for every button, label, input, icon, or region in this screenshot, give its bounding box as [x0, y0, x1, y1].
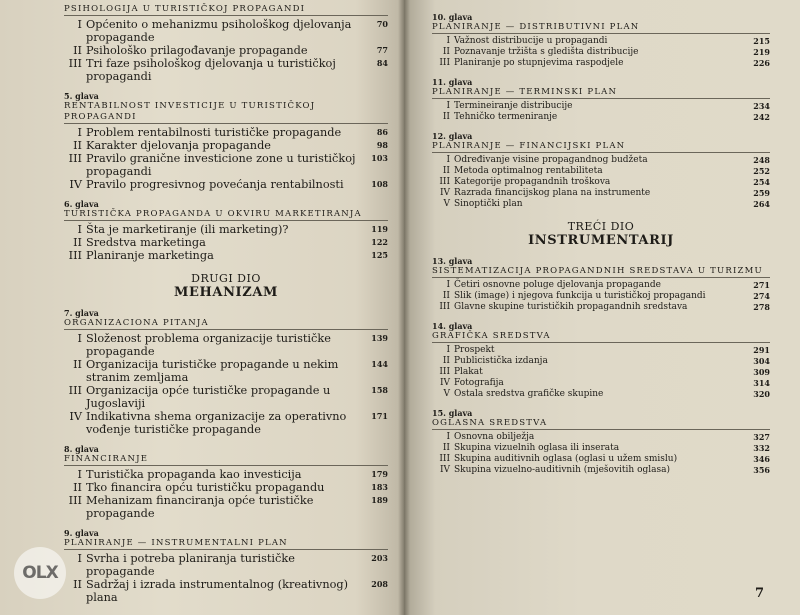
- entry-numeral: I: [446, 155, 450, 165]
- entry-numeral: II: [442, 291, 450, 301]
- toc-chapter: [432, 256, 770, 313]
- entry-title: Problem rentabilnosti turističke propagande: [86, 126, 342, 139]
- entry-page-number: 77: [376, 45, 388, 55]
- toc-entry: [64, 332, 388, 358]
- chapter-title: PLANIRANJE — FINANCIJSKI PLAN: [432, 141, 770, 153]
- entry-page-number: 291: [753, 345, 770, 355]
- entry-page-number: 304: [753, 356, 770, 366]
- entry-title: Složenost problema organizacije turističke propagande: [86, 332, 331, 358]
- toc-entry: [432, 47, 770, 58]
- chapter-title: TURISTIČKA PROPAGANDA U OKVIRU MARKETIRANJA: [64, 209, 388, 221]
- entry-title: Poznavanje tržišta s gledišta distribucije: [454, 47, 639, 57]
- entry-page-number: 179: [371, 469, 388, 479]
- toc-chapter: [432, 321, 770, 400]
- entry-title: Karakter djelovanja propagande: [86, 139, 271, 152]
- right-part-two-chapters: [432, 12, 770, 210]
- entry-numeral: I: [77, 126, 82, 139]
- entry-title: Psihološko prilagođavanje propagande: [86, 44, 308, 57]
- toc-entry: [64, 481, 388, 494]
- entry-title: Šta je marketiranje (ili marketing)?: [86, 223, 289, 236]
- entry-title: Plakat: [454, 367, 483, 377]
- entry-page-number: 219: [753, 47, 770, 57]
- entry-page-number: 171: [371, 411, 388, 421]
- entry-numeral: II: [73, 481, 82, 494]
- entry-page-number: 346: [753, 454, 770, 464]
- entry-page-number: 183: [371, 482, 388, 492]
- entry-numeral: III: [439, 302, 450, 312]
- entry-title: Općenito o mehanizmu psihološkog djelovanja propagande: [86, 18, 352, 44]
- toc-entry: [432, 465, 770, 476]
- toc-chapter: [432, 408, 770, 476]
- entry-title: Publicistička izdanja: [454, 356, 548, 366]
- toc-chapter: [64, 91, 388, 191]
- entry-page-number: 98: [376, 140, 388, 150]
- entry-page-number: 309: [753, 367, 770, 377]
- entry-title: Razrada financijskog plana na instrumente: [454, 188, 651, 198]
- toc-entry: [432, 112, 770, 123]
- chapter-number: 9. glava: [64, 528, 99, 538]
- toc-entry: [432, 280, 770, 291]
- chapter-title: SISTEMATIZACIJA PROPAGANDNIH SREDSTAVA U TURIZMU: [432, 266, 770, 278]
- toc-entry: [64, 249, 388, 262]
- toc-entry: [432, 188, 770, 199]
- chapter-title: PSIHOLOGIJA U TURISTIČKOJ PROPAGANDI: [64, 4, 388, 16]
- part-three-label: TREĆI DIO: [567, 220, 635, 233]
- entry-numeral: II: [442, 166, 450, 176]
- entry-numeral: I: [77, 468, 82, 481]
- entry-title: Skupina auditivnih oglasa (oglasi u užem smislu): [454, 454, 678, 464]
- left-part-one-chapters: [64, 91, 388, 262]
- entry-title: Tehničko termeniranje: [454, 112, 558, 122]
- toc-entry: [432, 356, 770, 367]
- entry-numeral: II: [73, 139, 82, 152]
- entry-page-number: 208: [371, 579, 388, 589]
- toc-entry: [432, 166, 770, 177]
- entry-numeral: I: [446, 101, 450, 111]
- entry-numeral: IV: [69, 410, 82, 423]
- entry-numeral: I: [77, 552, 82, 565]
- entry-title: Pravilo granične investicione zone u turističkoj propagandi: [86, 152, 356, 178]
- toc-chapter: [64, 4, 388, 83]
- chapter-number: 5. glava: [64, 91, 99, 101]
- entry-numeral: II: [73, 578, 82, 591]
- entry-title: Tri faze psihološkog djelovanja u turističkoj propagandi: [86, 57, 336, 83]
- entry-title: Glavne skupine turističkih propagandnih sredstava: [454, 302, 688, 312]
- entry-title: Turistička propaganda kao investicija: [86, 468, 302, 481]
- entry-numeral: IV: [439, 465, 450, 475]
- entry-title: Metoda optimalnog rentabiliteta: [454, 166, 603, 176]
- entry-title: Sinoptički plan: [454, 199, 523, 209]
- entry-numeral: V: [443, 389, 450, 399]
- chapter-number: 7. glava: [64, 308, 99, 318]
- toc-entry: [64, 139, 388, 152]
- entry-title: Tko financira opću turističku propagandu: [86, 481, 325, 494]
- entry-numeral: I: [446, 36, 450, 46]
- toc-chapter: [64, 308, 388, 436]
- toc-entry: [432, 345, 770, 356]
- chapter-title: GRAFIČKA SREDSTVA: [432, 331, 770, 343]
- toc-entry: [64, 578, 388, 604]
- entry-page-number: 314: [753, 378, 770, 388]
- toc-entry: [432, 155, 770, 166]
- toc-entry: [432, 432, 770, 443]
- toc-chapter: [64, 528, 388, 604]
- toc-chapter: [432, 12, 770, 69]
- entry-numeral: III: [68, 249, 82, 262]
- toc-entry: [64, 236, 388, 249]
- toc-entry: [432, 454, 770, 465]
- entry-page-number: 242: [753, 112, 770, 122]
- chapter-number: 15. glava: [432, 408, 473, 418]
- chapter-title: RENTABILNOST INVESTICIJE U TURISTIČKOJ PROPAGANDI: [64, 101, 388, 124]
- entry-title: Skupina vizuelno-auditivnih (mješovitih oglasa): [454, 465, 670, 475]
- book-gutter: [398, 0, 410, 615]
- entry-numeral: III: [439, 367, 450, 377]
- entry-page-number: 332: [753, 443, 770, 453]
- entry-numeral: I: [446, 345, 450, 355]
- entry-page-number: 248: [753, 155, 770, 165]
- toc-entry: [64, 44, 388, 57]
- toc-entry: [432, 101, 770, 112]
- right-page: [404, 0, 800, 615]
- toc-chapter: [432, 131, 770, 210]
- entry-title: Fotografija: [454, 378, 504, 388]
- toc-entry: [432, 302, 770, 313]
- toc-chapter: [432, 77, 770, 123]
- entry-numeral: II: [442, 443, 450, 453]
- entry-numeral: II: [73, 358, 82, 371]
- chapter-title: ORGANIZACIONA PITANJA: [64, 318, 388, 330]
- toc-entry: [64, 494, 388, 520]
- toc-entry: [432, 367, 770, 378]
- entry-page-number: 103: [371, 153, 388, 163]
- entry-numeral: V: [443, 199, 450, 209]
- entry-page-number: 234: [753, 101, 770, 111]
- entry-numeral: III: [68, 494, 82, 507]
- olx-watermark-logo: OLX: [14, 547, 66, 599]
- entry-page-number: 252: [753, 166, 770, 176]
- page-number: 7: [754, 586, 764, 601]
- toc-entry: [432, 177, 770, 188]
- entry-page-number: 84: [376, 58, 388, 68]
- entry-title: Organizacija turističke propagande u nekim stranim zemljama: [86, 358, 339, 384]
- entry-page-number: 189: [371, 495, 388, 505]
- entry-page-number: 327: [753, 432, 770, 442]
- entry-page-number: 144: [371, 359, 388, 369]
- chapter-title: FINANCIRANJE: [64, 454, 388, 466]
- left-part-two-chapters: [64, 308, 388, 604]
- entry-page-number: 139: [371, 333, 388, 343]
- entry-page-number: 203: [371, 553, 388, 563]
- entry-page-number: 274: [753, 291, 770, 301]
- entry-page-number: 125: [371, 250, 388, 260]
- toc-entry: [64, 223, 388, 236]
- chapter-title: OGLASNA SREDSTVA: [432, 418, 770, 430]
- entry-title: Četiri osnovne poluge djelovanja propagande: [454, 280, 661, 290]
- toc-entry: [64, 384, 388, 410]
- toc-entry: [64, 18, 388, 44]
- entry-page-number: 254: [753, 177, 770, 187]
- entry-numeral: II: [442, 356, 450, 366]
- toc-entry: [64, 178, 388, 191]
- entry-numeral: III: [68, 384, 82, 397]
- part-two-title: MEHANIZAM: [174, 285, 278, 300]
- entry-title: Osnovna obilježja: [454, 432, 535, 442]
- toc-entry: [432, 36, 770, 47]
- entry-numeral: IV: [439, 188, 450, 198]
- entry-page-number: 259: [753, 188, 770, 198]
- entry-numeral: II: [73, 236, 82, 249]
- toc-chapter: [64, 444, 388, 520]
- entry-title: Svrha i potreba planiranja turističke propagande: [86, 552, 295, 578]
- entry-numeral: II: [73, 44, 82, 57]
- entry-numeral: IV: [439, 378, 450, 388]
- entry-page-number: 278: [753, 302, 770, 312]
- toc-entry: [64, 552, 388, 578]
- entry-title: Pravilo progresivnog povećanja rentabilnosti: [86, 178, 344, 191]
- entry-title: Sredstva marketinga: [86, 236, 206, 249]
- entry-title: Indikativna shema organizacije za operativno vođenje turističke propagande: [86, 410, 347, 436]
- entry-page-number: 86: [376, 127, 388, 137]
- entry-numeral: II: [442, 47, 450, 57]
- entry-page-number: 215: [753, 36, 770, 46]
- entry-numeral: IV: [69, 178, 82, 191]
- toc-entry: [64, 126, 388, 139]
- entry-title: Ostala sredstva grafičke skupine: [454, 389, 604, 399]
- entry-title: Planiranje marketinga: [86, 249, 214, 262]
- entry-page-number: 356: [753, 465, 770, 475]
- toc-entry: [432, 199, 770, 210]
- entry-page-number: 70: [376, 19, 388, 29]
- entry-page-number: 122: [371, 237, 388, 247]
- toc-entry: [64, 57, 388, 83]
- entry-page-number: 108: [371, 179, 388, 189]
- chapter-number: 13. glava: [432, 256, 473, 266]
- entry-page-number: 320: [753, 389, 770, 399]
- toc-entry: [64, 410, 388, 436]
- chapter-number: 12. glava: [432, 131, 473, 141]
- chapter-number: 11. glava: [432, 77, 473, 87]
- entry-title: Slik (image) i njegova funkcija u turističkoj propagandi: [454, 291, 706, 301]
- entry-title: Određivanje visine propagandnog budžeta: [454, 155, 648, 165]
- entry-page-number: 226: [753, 58, 770, 68]
- toc-entry: [64, 152, 388, 178]
- entry-title: Termineiranje distribucije: [454, 101, 573, 111]
- entry-page-number: 264: [753, 199, 770, 209]
- entry-numeral: I: [77, 223, 82, 236]
- entry-numeral: I: [446, 432, 450, 442]
- toc-entry: [432, 443, 770, 454]
- chapter-number: 8. glava: [64, 444, 99, 454]
- entry-numeral: I: [77, 18, 82, 31]
- part-two-label: DRUGI DIO: [191, 272, 261, 285]
- chapter-number: 14. glava: [432, 321, 473, 331]
- entry-numeral: III: [439, 454, 450, 464]
- entry-numeral: III: [439, 177, 450, 187]
- entry-title: Važnost distribucije u propagandi: [454, 36, 608, 46]
- toc-entry: [64, 358, 388, 384]
- toc-entry: [64, 468, 388, 481]
- chapter-title: PLANIRANJE — TERMINSKI PLAN: [432, 87, 770, 99]
- toc-entry: [432, 291, 770, 302]
- entry-numeral: III: [68, 152, 82, 165]
- entry-numeral: III: [439, 58, 450, 68]
- entry-page-number: 158: [371, 385, 388, 395]
- entry-title: Planiranje po stupnjevima raspodjele: [454, 58, 624, 68]
- entry-title: Sadržaj i izrada instrumentalnog (kreativnog) plana: [86, 578, 349, 604]
- entry-numeral: I: [77, 332, 82, 345]
- entry-title: Prospekt: [454, 345, 495, 355]
- toc-entry: [432, 58, 770, 69]
- left-top-chapter: [64, 4, 388, 83]
- chapter-number: 6. glava: [64, 199, 99, 209]
- entry-numeral: III: [68, 57, 82, 70]
- toc-entry: [432, 389, 770, 400]
- entry-numeral: II: [442, 112, 450, 122]
- entry-numeral: I: [446, 280, 450, 290]
- chapter-number: 10. glava: [432, 12, 473, 22]
- entry-page-number: 119: [371, 224, 388, 234]
- entry-title: Kategorije propagandnih troškova: [454, 177, 611, 187]
- right-part-three-chapters: [432, 256, 770, 476]
- entry-title: Organizacija opće turističke propagande u Jugoslaviji: [86, 384, 331, 410]
- chapter-title: PLANIRANJE — INSTRUMENTALNI PLAN: [64, 538, 388, 550]
- toc-entry: [432, 378, 770, 389]
- entry-title: Mehanizam financiranja opće turističke propagande: [86, 494, 314, 520]
- entry-title: Skupina vizuelnih oglasa ili inserata: [454, 443, 620, 453]
- chapter-title: PLANIRANJE — DISTRIBUTIVNI PLAN: [432, 22, 770, 34]
- part-three-title: INSTRUMENTARIJ: [528, 233, 674, 248]
- entry-page-number: 271: [753, 280, 770, 290]
- toc-chapter: [64, 199, 388, 262]
